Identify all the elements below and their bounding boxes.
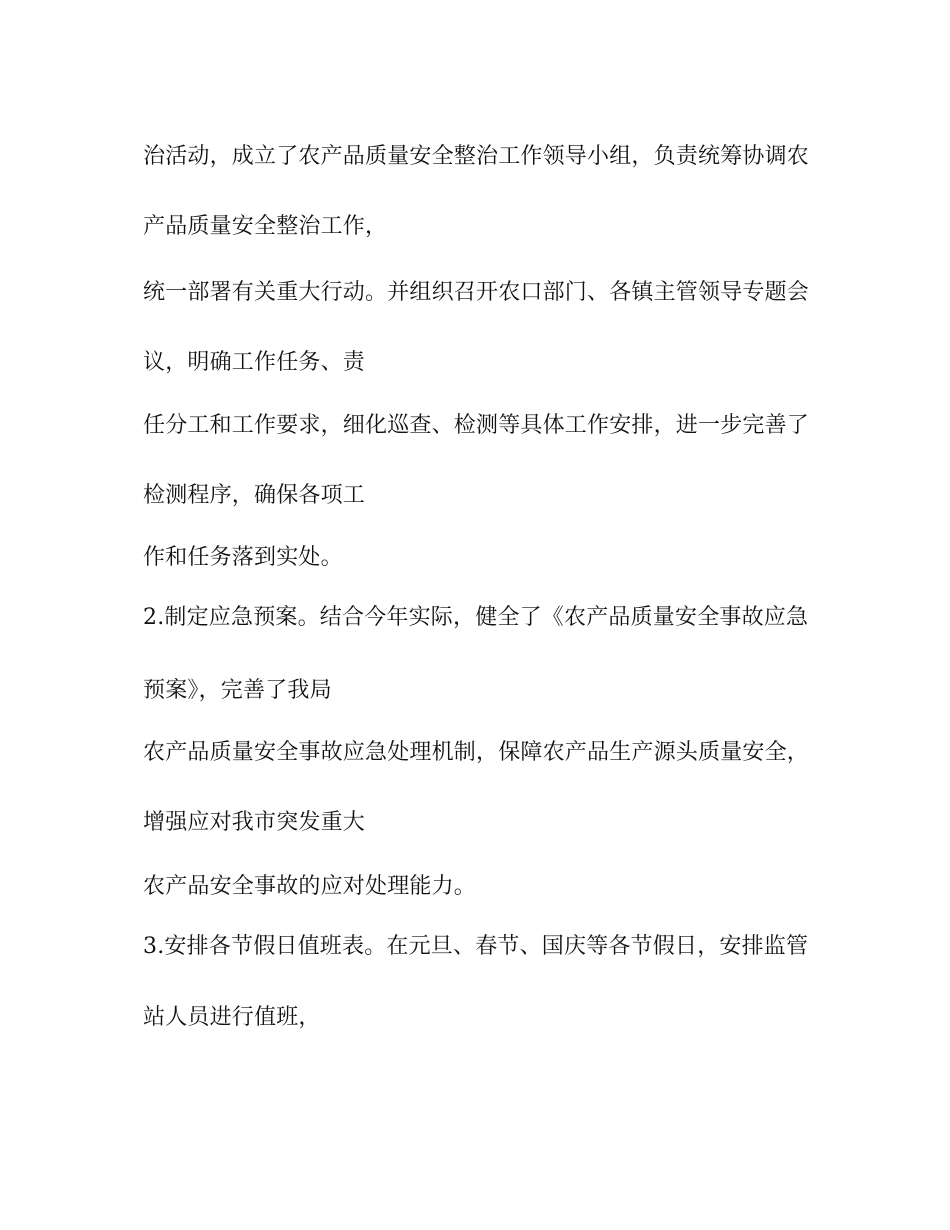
text-line: 检测程序，确保各项工 xyxy=(143,483,366,508)
text-line: 治活动，成立了农产品质量安全整治工作领导小组，负责统筹协调农 xyxy=(143,144,810,169)
text-line: 议，明确工作任务、责 xyxy=(143,350,366,375)
text-line: 农产品安全事故的应对处理能力。 xyxy=(143,874,477,899)
text-line: 任分工和工作要求，细化巡查、检测等具体工作安排，进一步完善了 xyxy=(143,413,810,438)
text-line: 2.制定应急预案。结合今年实际，健全了《农产品质量安全事故应急 xyxy=(143,605,809,630)
text-line: 增强应对我市突发重大 xyxy=(143,810,366,835)
text-line: 作和任务落到实处。 xyxy=(143,545,343,570)
text-line: 统一部署有关重大行动。并组织召开农口部门、各镇主管领导专题会 xyxy=(143,280,810,305)
text-line: 农产品质量安全事故应急处理机制，保障农产品生产源头质量安全， xyxy=(143,740,810,765)
text-line: 预案》，完善了我局 xyxy=(143,678,332,703)
text-line: 站人员进行值班， xyxy=(143,1005,321,1030)
text-line: 产品质量安全整治工作， xyxy=(143,214,388,239)
text-line: 3.安排各节假日值班表。在元旦、春节、国庆等各节假日，安排监管 xyxy=(143,934,809,959)
